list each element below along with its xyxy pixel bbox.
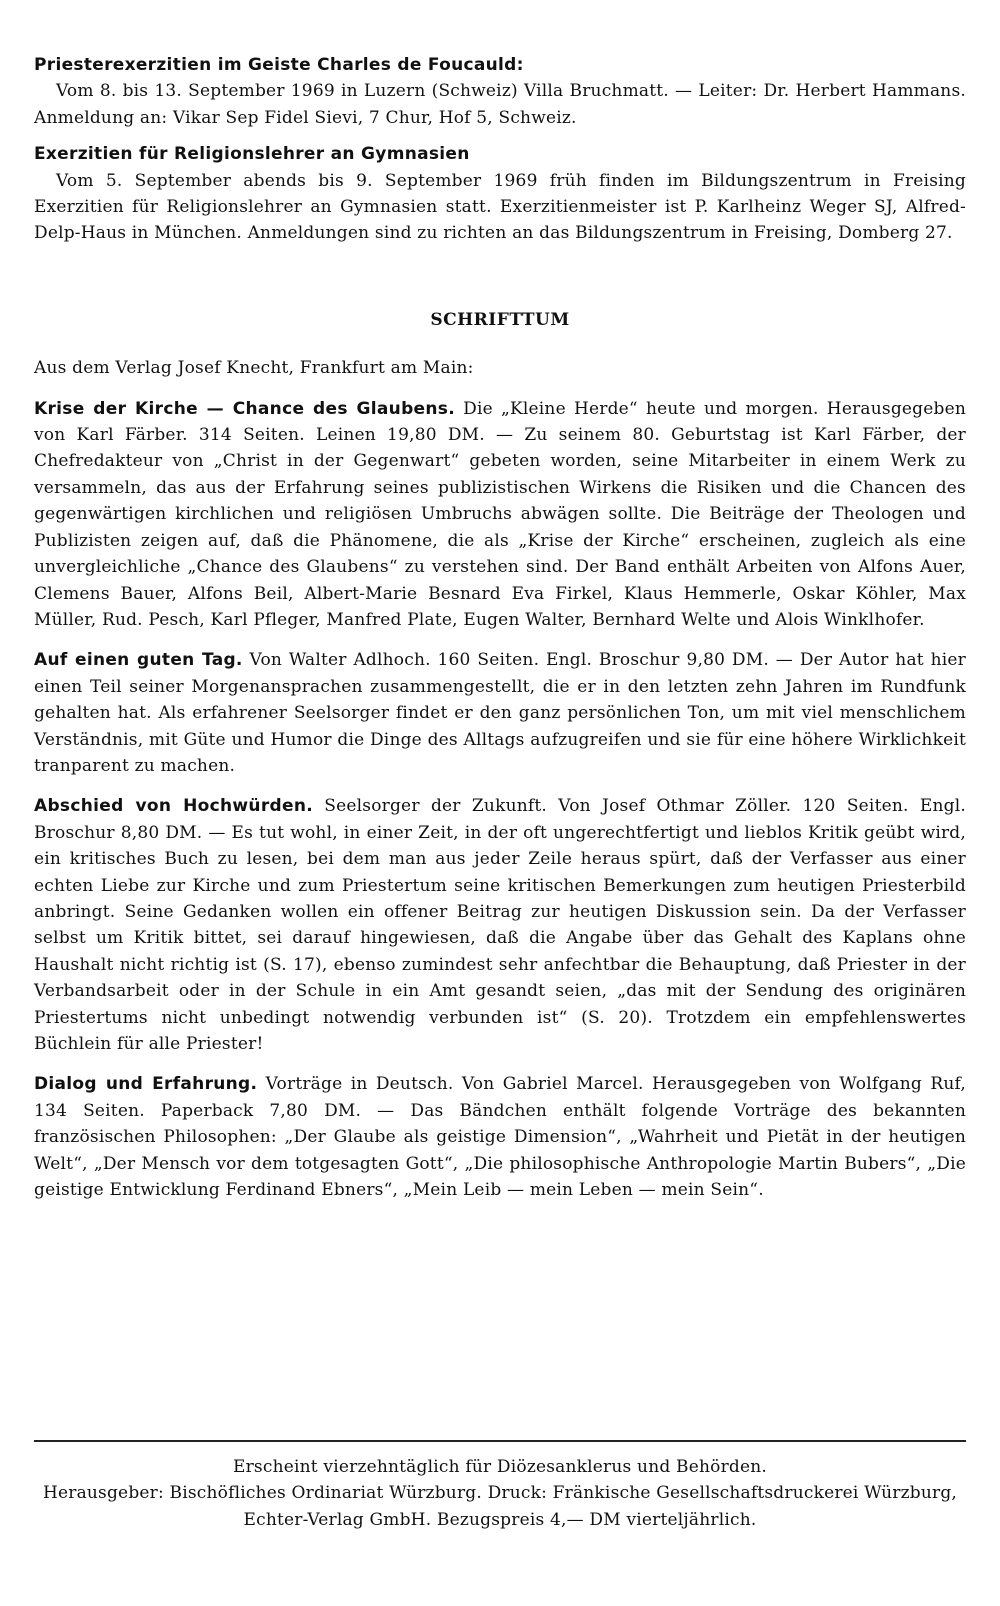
review-text: Die „Kleine Herde“ heute und morgen. Herausgegeben von Karl Färber. 314 Seiten. Leinen 19,80 DM. — Zu seinem 80. Geburtstag ist Karl Färber, der Chefredakteur von „Christ in der Gegenwart“ gebeten worden, seine Mitarbeiter in einem Werk zu versammeln, das aus der Erfahrung seines publizistischen Wirkens die Risiken und die Chancen des gegenwärtigen kirchlichen und religiösen Umbruchs abwägen sollte. Die Beiträge der Theologen und Publizisten zeigen auf, daß die Phänomene, die als „Krise der Kirche“ erscheinen, zugleich als eine unvergleichliche „Chance des Glaubens“ zu verstehen sind. Der Band enthält Arbeiten von Alfons Auer, Clemens Bauer, Alfons Beil, Albert-Marie Besnard Eva Firkel, Klaus Hemmerle, Oskar Köhler, Max Müller, Rud. Pesch, Karl Pfleger, Manfred Plate, Eugen Walter, Bernhard Welte und Alois Winklhofer.: [34, 398, 966, 630]
review-text: Vorträge in Deutsch. Von Gabriel Marcel. Herausgegeben von Wolfgang Ruf, 134 Seiten. Paperback 7,80 DM. — Das Bändchen enthält folgende Vorträge des bekannten französischen Philosophen: „Der Glaube als geistige Dimension“, „Wahrheit und Pietät in der heutigen Welt“, „Der Mensch vor dem totgesagten Gott“, „Die philosophische Anthropologie Martin Bubers“, „Die geistige Entwicklung Ferdinand Ebners“, „Mein Leib — mein Leben — mein Sein“.: [34, 1074, 966, 1201]
review-title: Dialog und Erfahrung.: [34, 1074, 258, 1095]
event-heading: Priesterexerzitien im Geiste Charles de Foucauld:: [34, 55, 524, 75]
event-notice-religionslehrer: [34, 141, 966, 247]
footer-line-2: Herausgeber: Bischöfliches Ordinariat Würzburg. Druck: Fränkische Gesellschaftsdruckerei Würzburg, Echter-Verlag GmbH. Bezugspreis 4,— DM vierteljährlich.: [42, 1483, 958, 1530]
publisher-intro: Aus dem Verlag Josef Knecht, Frankfurt am Main:: [34, 358, 474, 379]
section-title: SCHRIFTTUM: [430, 309, 570, 330]
review-title: Auf einen guten Tag.: [34, 650, 243, 671]
footer: [34, 1454, 966, 1533]
review-entry: [34, 396, 966, 634]
review-title: Abschied von Hochwürden.: [34, 796, 313, 817]
review-text: Von Walter Adlhoch. 160 Seiten. Engl. Broschur 9,80 DM. — Der Autor hat hier einen Teil seiner Morgenansprachen zusammengestellt, die er in den letzten zehn Jahren im Rundfunk gehalten hat. Als erfahrener Seelsorger findet er den ganz persönlichen Ton, um mit viel menschlichem Verständnis, mit Güte und Humor die Dinge des Alltags aufzugreifen und sie für eine höhere Wirklichkeit tranparent zu machen.: [34, 650, 967, 776]
review-entry: [34, 793, 966, 1057]
event-heading: Exerzitien für Religionslehrer an Gymnasien: [34, 144, 470, 165]
event-body: Vom 8. bis 13. September 1969 in Luzern (Schweiz) Villa Bruchmatt. — Leiter: Dr. Herbert Hammans. Anmeldung an: Vikar Sep Fidel Sievi, 7 Chur, Hof 5, Schweiz.: [34, 81, 966, 128]
review-entry: [34, 1071, 966, 1203]
review-entry: [34, 647, 966, 779]
document-page: [34, 52, 966, 1217]
event-body: Vom 5. September abends bis 9. September 1969 früh finden im Bildungszentrum in Freising Exerzitien für Religionslehrer an Gymnasien statt. Exerzitienmeister ist P. Karlheinz Weger SJ, Alfred-Delp-Haus in München. Anmeldungen sind zu richten an das Bildungszentrum in Freising, Domberg 27.: [34, 170, 966, 244]
review-title: Krise der Kirche — Chance des Glaubens.: [34, 398, 455, 419]
event-notice-foucauld: [34, 52, 966, 131]
footer-divider: [34, 1440, 966, 1442]
review-text: Seelsorger der Zukunft. Von Josef Othmar Zöller. 120 Seiten. Engl. Broschur 8,80 DM. — Es tut wohl, in einer Zeit, in der oft ungerechtfertigt und lieblos Kritik geübt wird, ein kritisches Buch zu lesen, bei dem man aus jeder Zeile heraus spürt, daß der Verfasser aus einer echten Liebe zur Kirche und zum Priestertum seine kritischen Bemerkungen zum heutigen Priesterbild anbringt. Seine Gedanken wollen ein offener Beitrag zur heutigen Diskussion sein. Da der Verfasser selbst um Kritik bittet, sei darauf hingewiesen, daß die Angabe über das Gehalt des Kaplans ohne Haushalt nicht richtig ist (S. 17), ebenso zumindest sehr anfechtbar die Behauptung, daß Priester in der Verbandsarbeit oder in der Schule in ein Amt gesandt seien, „das mit der Sendung des originären Priestertums nicht unbedingt notwendig verbunden ist“ (S. 20). Trotzdem ein empfehlenswertes Büchlein für alle Priester!: [34, 796, 966, 1054]
footer-line-1: Erscheint vierzehntäglich für Diözesanklerus und Behörden.: [233, 1457, 767, 1477]
